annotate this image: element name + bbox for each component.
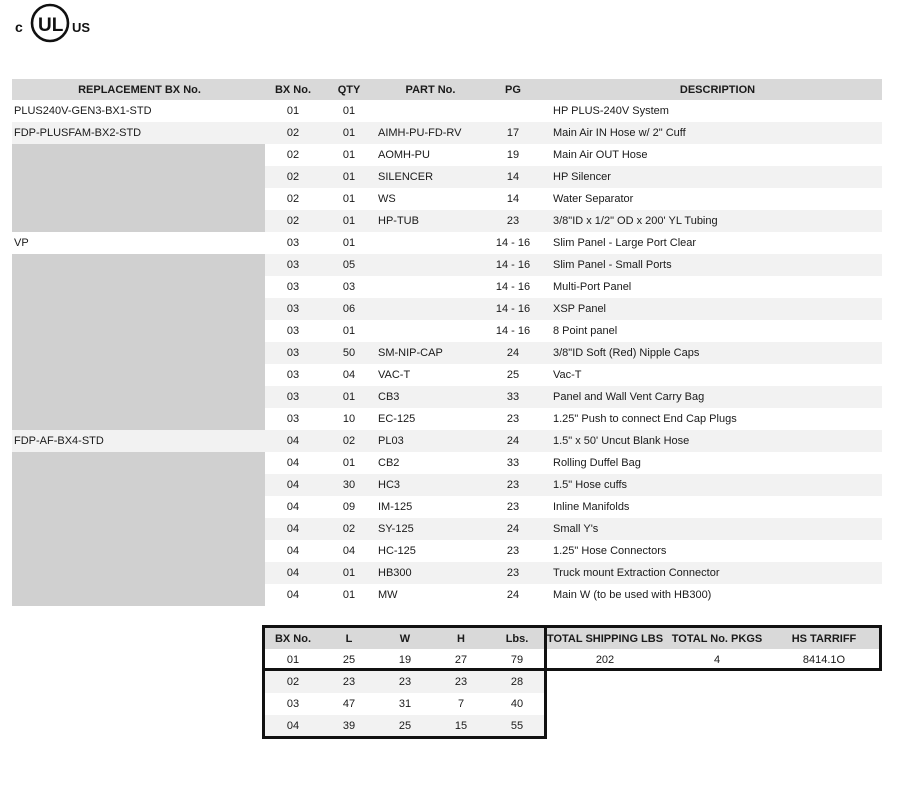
header-part-no: PART No. xyxy=(405,83,456,96)
cell-description: 1.5" x 50' Uncut Blank Hose xyxy=(543,430,882,452)
table-row xyxy=(12,342,882,364)
cell-replacement-bx: PLUS240V-GEN3-BX1-STD xyxy=(12,100,265,122)
ship-bx: 01 xyxy=(286,654,300,666)
cell-qty: 01 xyxy=(321,562,377,584)
cell-replacement-bx xyxy=(12,254,265,276)
ship-header-h: H xyxy=(457,632,465,645)
cell-bx-no: 03 xyxy=(286,325,300,337)
ul-certification-logo xyxy=(14,2,96,46)
cell-bx-no: 04 xyxy=(286,457,300,469)
cell-replacement-bx xyxy=(12,540,265,562)
ship-header-total-lbs: TOTAL SHIPPING LBS xyxy=(546,632,664,645)
ship-h: 7 xyxy=(457,698,465,710)
cell-pg: 14 xyxy=(483,166,543,188)
cell-qty: 01 xyxy=(342,193,356,205)
cell-part-no: HB300 xyxy=(377,562,483,584)
ship-w: 25 xyxy=(377,715,433,737)
cell-qty: 30 xyxy=(321,474,377,496)
header-description: DESCRIPTION xyxy=(679,83,756,96)
cell-qty: 04 xyxy=(342,369,356,381)
cell-part-no: SY-125 xyxy=(377,518,483,540)
cell-pg: 17 xyxy=(483,122,543,144)
table-row xyxy=(12,276,882,298)
cell-description: XSP Panel xyxy=(543,298,882,320)
cell-replacement-bx xyxy=(12,584,265,606)
cell-qty: 04 xyxy=(342,545,356,557)
cell-pg: 14 xyxy=(506,193,520,205)
cell-bx-no: 03 xyxy=(265,342,321,364)
cell-part-no: HC3 xyxy=(377,474,483,496)
cell-part-no: HC-125 xyxy=(378,545,416,557)
cell-part-no: AOMH-PU xyxy=(378,149,430,161)
cell-bx-no: 04 xyxy=(265,430,321,452)
cell-bx-no: 03 xyxy=(286,369,300,381)
ship-header-l: L xyxy=(345,632,353,645)
cell-qty: 02 xyxy=(321,518,377,540)
cell-description: 3/8"ID Soft (Red) Nipple Caps xyxy=(543,342,882,364)
table-row xyxy=(12,386,882,408)
cell-bx-no: 03 xyxy=(265,254,321,276)
ship-h: 23 xyxy=(433,671,489,693)
cell-replacement-bx xyxy=(12,144,265,166)
cell-description: Small Y's xyxy=(543,518,882,540)
cell-description: HP PLUS-240V System xyxy=(553,105,669,117)
table-row xyxy=(12,254,882,276)
cell-qty: 01 xyxy=(342,325,356,337)
ul-logo-mark: UL xyxy=(38,15,64,36)
cell-replacement-bx xyxy=(12,518,265,540)
cell-bx-no: 03 xyxy=(265,386,321,408)
ship-w: 23 xyxy=(377,671,433,693)
replacement-parts-table xyxy=(12,79,882,606)
table-row xyxy=(12,320,882,342)
ship-l: 23 xyxy=(321,671,377,693)
table-row xyxy=(12,144,882,166)
cell-part-no: WS xyxy=(378,193,396,205)
table-row xyxy=(12,364,882,386)
cell-description: Multi-Port Panel xyxy=(553,281,632,293)
cell-replacement-bx: FDP-AF-BX4-STD xyxy=(12,430,265,452)
ul-logo-c: c xyxy=(15,19,23,35)
table-row xyxy=(12,298,882,320)
cell-description: Slim Panel - Large Port Clear xyxy=(553,237,697,249)
cell-replacement-bx xyxy=(12,562,265,584)
cell-qty: 01 xyxy=(342,105,356,117)
cell-replacement-bx xyxy=(12,166,265,188)
cell-replacement-bx xyxy=(12,364,265,386)
cell-replacement-bx xyxy=(12,276,265,298)
cell-bx-no: 02 xyxy=(286,149,300,161)
ship-header-lbs: Lbs. xyxy=(505,632,529,645)
ship-bx: 03 xyxy=(286,698,300,710)
total-shipping-lbs-value: 202 xyxy=(595,654,615,666)
cell-qty: 01 xyxy=(342,149,356,161)
cell-qty: 10 xyxy=(342,413,356,425)
cell-part-no xyxy=(377,276,483,298)
cell-part-no: VAC-T xyxy=(378,369,411,381)
cell-pg: 24 xyxy=(506,589,520,601)
cell-bx-no: 02 xyxy=(265,210,321,232)
table-row xyxy=(12,430,882,452)
ship-lbs: 28 xyxy=(489,671,545,693)
total-pkgs-value: 4 xyxy=(713,654,721,666)
cell-replacement-bx xyxy=(12,452,265,474)
shipping-dimensions-border xyxy=(262,625,547,739)
cell-part-no: SILENCER xyxy=(377,166,483,188)
cell-replacement-bx xyxy=(12,188,265,210)
table-row xyxy=(12,584,882,606)
cell-pg: 23 xyxy=(483,210,543,232)
cell-pg: 23 xyxy=(483,474,543,496)
hs-tariff-value: 8414.1O xyxy=(802,654,846,666)
cell-replacement-bx xyxy=(12,386,265,408)
cell-description: 3/8"ID x 1/2" OD x 200' YL Tubing xyxy=(543,210,882,232)
cell-qty: 50 xyxy=(321,342,377,364)
table-row xyxy=(12,562,882,584)
cell-pg: 14 - 16 xyxy=(483,298,543,320)
ship-l: 47 xyxy=(342,698,356,710)
cell-description: Main Air OUT Hose xyxy=(553,149,648,161)
cell-pg: 23 xyxy=(506,501,520,513)
ship-header-hs-tariff: HS TARRIFF xyxy=(791,632,857,645)
ship-header-w: W xyxy=(399,632,411,645)
cell-pg: 24 xyxy=(483,342,543,364)
ship-w: 31 xyxy=(398,698,412,710)
cell-bx-no: 03 xyxy=(286,413,300,425)
cell-bx-no: 04 xyxy=(265,518,321,540)
table-body xyxy=(12,100,882,606)
ship-l: 25 xyxy=(342,654,356,666)
ship-w: 19 xyxy=(398,654,412,666)
table-row xyxy=(12,100,882,122)
cell-description: HP Silencer xyxy=(543,166,882,188)
cell-bx-no: 03 xyxy=(286,237,300,249)
cell-description: Water Separator xyxy=(553,193,634,205)
cell-part-no xyxy=(377,100,483,122)
cell-part-no xyxy=(377,254,483,276)
cell-pg: 14 - 16 xyxy=(495,237,531,249)
cell-qty: 01 xyxy=(342,589,356,601)
cell-part-no: CB2 xyxy=(378,457,400,469)
ship-l: 39 xyxy=(321,715,377,737)
cell-part-no xyxy=(377,232,483,254)
ship-lbs: 40 xyxy=(510,698,524,710)
table-row xyxy=(12,166,882,188)
cell-part-no: CB3 xyxy=(377,386,483,408)
cell-description: Inline Manifolds xyxy=(553,501,630,513)
table-row xyxy=(12,496,882,518)
cell-bx-no: 03 xyxy=(286,281,300,293)
cell-description: Slim Panel - Small Ports xyxy=(543,254,882,276)
cell-pg: 19 xyxy=(506,149,520,161)
cell-qty: 01 xyxy=(321,210,377,232)
ship-bx: 02 xyxy=(265,671,321,693)
cell-qty: 06 xyxy=(321,298,377,320)
cell-description: 1.25" Push to connect End Cap Plugs xyxy=(553,413,737,425)
cell-qty: 01 xyxy=(342,237,356,249)
cell-bx-no: 04 xyxy=(286,589,300,601)
ship-header-bx: BX No. xyxy=(274,632,312,645)
cell-qty: 05 xyxy=(321,254,377,276)
cell-bx-no: 02 xyxy=(265,166,321,188)
ship-lbs: 79 xyxy=(510,654,524,666)
cell-replacement-bx xyxy=(12,320,265,342)
cell-qty: 02 xyxy=(321,430,377,452)
cell-bx-no: 04 xyxy=(286,501,300,513)
ship-bx: 04 xyxy=(265,715,321,737)
cell-qty: 01 xyxy=(321,122,377,144)
cell-part-no: EC-125 xyxy=(378,413,416,425)
table-row xyxy=(12,408,882,430)
cell-replacement-bx xyxy=(12,474,265,496)
ship-lbs: 55 xyxy=(489,715,545,737)
cell-bx-no: 01 xyxy=(286,105,300,117)
cell-description: Truck mount Extraction Connector xyxy=(543,562,882,584)
cell-part-no xyxy=(377,298,483,320)
table-row xyxy=(12,518,882,540)
cell-qty: 03 xyxy=(342,281,356,293)
cell-part-no: SM-NIP-CAP xyxy=(377,342,483,364)
cell-pg: 23 xyxy=(506,413,520,425)
cell-description: Main Air IN Hose w/ 2" Cuff xyxy=(543,122,882,144)
ship-h: 27 xyxy=(454,654,468,666)
cell-part-no: HP-TUB xyxy=(377,210,483,232)
cell-pg: 25 xyxy=(506,369,520,381)
cell-bx-no: 04 xyxy=(265,562,321,584)
cell-qty: 01 xyxy=(321,386,377,408)
cell-bx-no: 02 xyxy=(265,122,321,144)
cell-bx-no: 02 xyxy=(286,193,300,205)
cell-pg: 14 - 16 xyxy=(495,325,531,337)
header-replacement-bx: REPLACEMENT BX No. xyxy=(78,83,201,96)
cell-qty: 01 xyxy=(342,457,356,469)
cell-part-no: AIMH-PU-FD-RV xyxy=(377,122,483,144)
cell-description: Panel and Wall Vent Carry Bag xyxy=(543,386,882,408)
header-pg: PG xyxy=(505,83,521,96)
cell-pg: 14 - 16 xyxy=(495,281,531,293)
cell-pg: 33 xyxy=(506,457,520,469)
cell-description: Rolling Duffel Bag xyxy=(553,457,641,469)
table-header-row xyxy=(12,79,882,100)
cell-replacement-bx xyxy=(12,496,265,518)
table-row xyxy=(12,540,882,562)
cell-part-no: IM-125 xyxy=(378,501,413,513)
cell-bx-no: 04 xyxy=(265,474,321,496)
cell-pg: 24 xyxy=(483,430,543,452)
cell-description: Vac-T xyxy=(553,369,582,381)
table-row xyxy=(12,232,882,254)
cell-replacement-bx xyxy=(12,298,265,320)
cell-pg: 33 xyxy=(483,386,543,408)
cell-pg: 23 xyxy=(483,562,543,584)
cell-part-no xyxy=(377,320,483,342)
cell-pg xyxy=(483,100,543,122)
cell-description: 8 Point panel xyxy=(553,325,618,337)
cell-replacement-bx xyxy=(12,342,265,364)
table-row xyxy=(12,210,882,232)
cell-replacement-bx xyxy=(12,210,265,232)
cell-description: Main W (to be used with HB300) xyxy=(553,589,712,601)
cell-part-no: PL03 xyxy=(377,430,483,452)
header-qty: QTY xyxy=(337,83,361,96)
table-row xyxy=(12,122,882,144)
cell-replacement-bx: FDP-PLUSFAM-BX2-STD xyxy=(12,122,265,144)
ship-h: 15 xyxy=(433,715,489,737)
cell-pg: 24 xyxy=(483,518,543,540)
table-row xyxy=(12,474,882,496)
cell-replacement-bx: VP xyxy=(12,232,265,254)
cell-description: 1.5" Hose cuffs xyxy=(543,474,882,496)
cell-replacement-bx xyxy=(12,408,265,430)
ship-header-total-pkgs: TOTAL No. PKGS xyxy=(671,632,763,645)
cell-bx-no: 04 xyxy=(286,545,300,557)
cell-part-no: MW xyxy=(378,589,398,601)
header-bx-no: BX No. xyxy=(274,83,312,96)
table-row xyxy=(12,452,882,474)
cell-qty: 09 xyxy=(342,501,356,513)
ul-logo-us: US xyxy=(72,20,91,35)
cell-pg: 14 - 16 xyxy=(483,254,543,276)
cell-qty: 01 xyxy=(321,166,377,188)
cell-pg: 23 xyxy=(506,545,520,557)
cell-description: 1.25" Hose Connectors xyxy=(553,545,667,557)
cell-bx-no: 03 xyxy=(265,298,321,320)
table-row xyxy=(12,188,882,210)
